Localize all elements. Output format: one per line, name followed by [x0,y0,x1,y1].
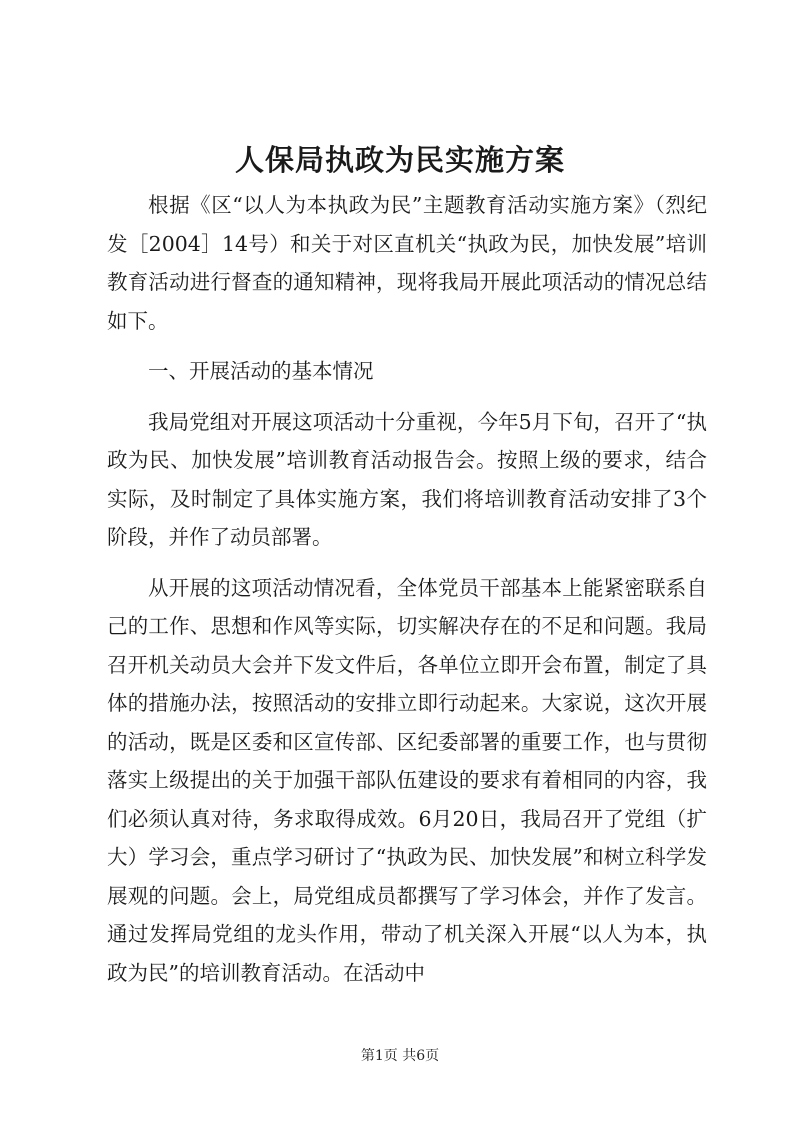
paragraph-details: 从开展的这项活动情况看，全体党员干部基本上能紧密联系自己的工作、思想和作风等实际，切实解决存在的不足和问题。我局召开机关动员大会并下发文件后，各单位立即开会布置，制定了具体的措施办法，按照活动的安排立即行动起来。大家说，这次开展的活动，既是区委和区宣传部、区纪委部署的重要工作，也与贯彻落实上级提出的关于加强干部队伍建设的要求有着相同的内容，我们必须认真对待，务求取得成效。6月20日，我局召开了党组（扩大）学习会，重点学习研讨了“执政为民、加快发展”和树立科学发展观的问题。会上，局党组成员都撰写了学习体会，并作了发言。通过发挥局党组的龙头作用，带动了机关深入开展“以人为本，执政为民”的培训教育活动。在活动中 [107,575,707,985]
page-footer: 第1页 共6页 [360,1048,440,1064]
paragraph-intro: 根据《区“以人为本执政为民”主题教育活动实施方案》（烈纪发［2004］14号）和关于对区直机关“执政为民，加快发展”培训教育活动进行督查的通知精神，现将我局开展此项活动的情况总结如下。 [107,193,707,333]
document-body [107,186,707,992]
section-heading: 一、开展活动的基本情况 [148,359,374,383]
page-title: 人保局执政为民实施方案 [234,143,565,177]
paragraph-overview: 我局党组对开展这项活动十分重视，今年5月下旬，召开了“执政为民、加快发展”培训教育活动报告会。按照上级的要求，结合实际，及时制定了具体实施方案，我们将培训教育活动安排了3个阶段，并作了动员部署。 [107,409,707,549]
